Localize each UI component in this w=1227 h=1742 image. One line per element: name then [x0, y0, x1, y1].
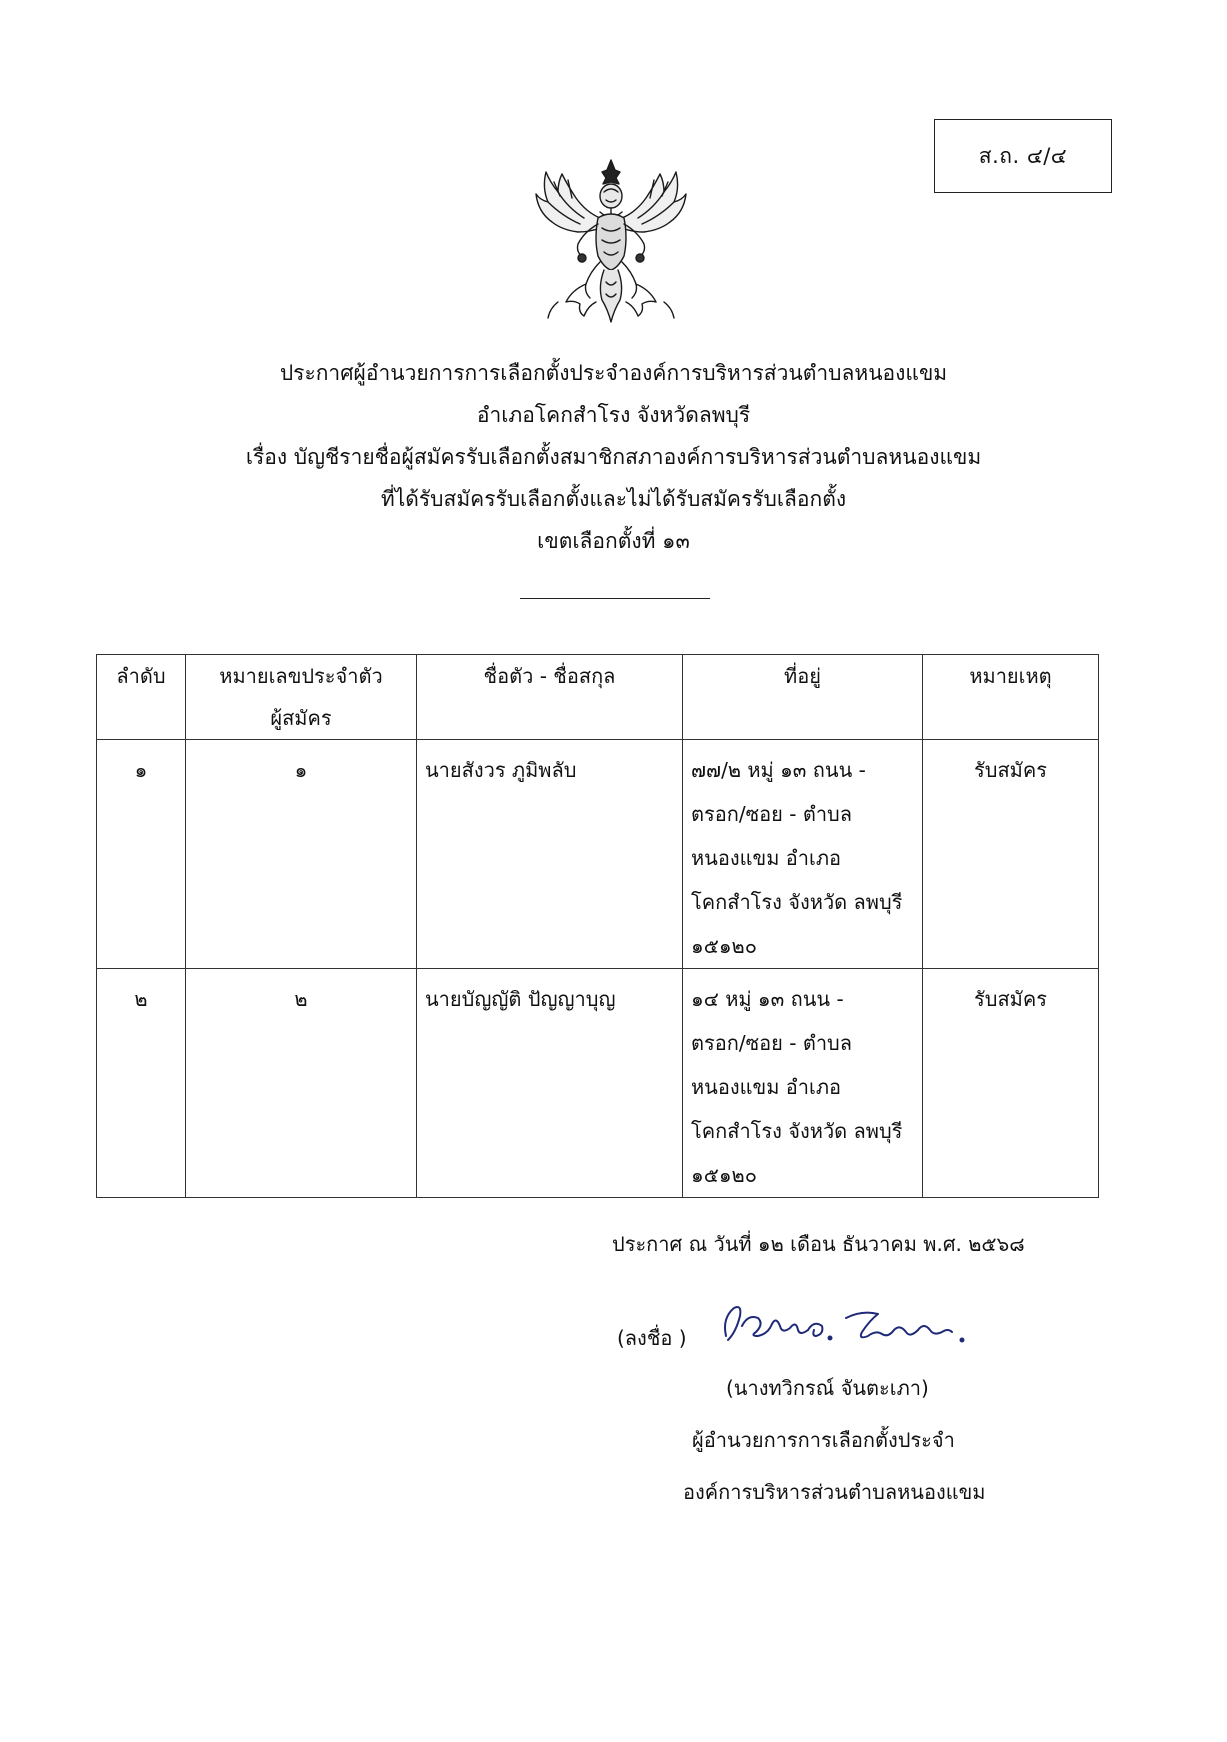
address-line: ตรอก/ซอย - ตำบล: [691, 1031, 852, 1055]
cell-order: ๒: [97, 969, 186, 1198]
signer-position-line-2: องค์การบริหารส่วนตำบลหนองแขม: [683, 1480, 986, 1504]
announcement-title: [0, 352, 1227, 562]
address-line: โคกสำโรง จังหวัด ลพบุรี: [691, 890, 903, 914]
title-line-5: เขตเลือกตั้งที่ ๑๓: [537, 529, 690, 553]
cell-name: นายบัญญัติ ปัญญาบุญ: [417, 969, 683, 1198]
address-line: ๑๕๑๒๐: [691, 1163, 757, 1187]
address-line: ๑๕๑๒๐: [691, 934, 757, 958]
cell-address: [683, 969, 923, 1198]
table-row: [97, 969, 1099, 1198]
sign-label: (ลงชื่อ ): [617, 1326, 687, 1350]
title-line-2: อำเภอโคกสำโรง จังหวัดลพบุรี: [476, 403, 751, 427]
form-code-box: [934, 119, 1112, 193]
header-candidate-number: หมายเลขประจำตัว ผู้สมัคร: [186, 655, 417, 740]
cell-name: นายสังวร ภูมิพลับ: [417, 740, 683, 969]
header-order: ลำดับ: [97, 655, 186, 740]
title-line-3: เรื่อง บัญชีรายชื่อผู้สมัครรับเลือกตั้งสมาชิกสภาองค์การบริหารส่วนตำบลหนองแขม: [245, 445, 982, 469]
cell-remark: รับสมัคร: [923, 969, 1099, 1198]
table-row: [97, 740, 1099, 969]
header-address: ที่อยู่: [683, 655, 923, 740]
signature-image: [712, 1296, 972, 1358]
candidate-table: [96, 654, 1099, 1198]
form-code: ส.ถ. ๔/๔: [978, 143, 1068, 168]
signer-name: (นางทวิกรณ์ จันตะเภา): [726, 1376, 929, 1400]
address-line: โคกสำโรง จังหวัด ลพบุรี: [691, 1119, 903, 1143]
title-divider: [520, 598, 710, 599]
header-remark: หมายเหตุ: [923, 655, 1099, 740]
garuda-emblem: [528, 152, 694, 326]
cell-candidate-number: ๒: [186, 969, 417, 1198]
title-line-1: ประกาศผู้อำนวยการการเลือกตั้งประจำองค์การบริหารส่วนตำบลหนองแขม: [279, 361, 948, 385]
address-line: ตรอก/ซอย - ตำบล: [691, 802, 852, 826]
address-line: ๗๗/๒ หมู่ ๑๓ ถนน -: [691, 758, 866, 782]
cell-candidate-number: ๑: [186, 740, 417, 969]
address-line: หนองแขม อำเภอ: [691, 846, 842, 870]
cell-address: [683, 740, 923, 969]
cell-order: ๑: [97, 740, 186, 969]
address-line: หนองแขม อำเภอ: [691, 1075, 842, 1099]
signer-position-line-1: ผู้อำนวยการการเลือกตั้งประจำ: [692, 1428, 955, 1452]
title-line-4: ที่ได้รับสมัครรับเลือกตั้งและไม่ได้รับสมัครรับเลือกตั้ง: [380, 487, 847, 511]
header-name: ชื่อตัว - ชื่อสกุล: [417, 655, 683, 740]
cell-remark: รับสมัคร: [923, 740, 1099, 969]
announcement-date: ประกาศ ณ วันที่ ๑๒ เดือน ธันวาคม พ.ศ. ๒๕๖๘: [612, 1232, 1025, 1256]
table-header-row: [97, 655, 1099, 740]
address-line: ๑๔ หมู่ ๑๓ ถนน -: [691, 987, 844, 1011]
